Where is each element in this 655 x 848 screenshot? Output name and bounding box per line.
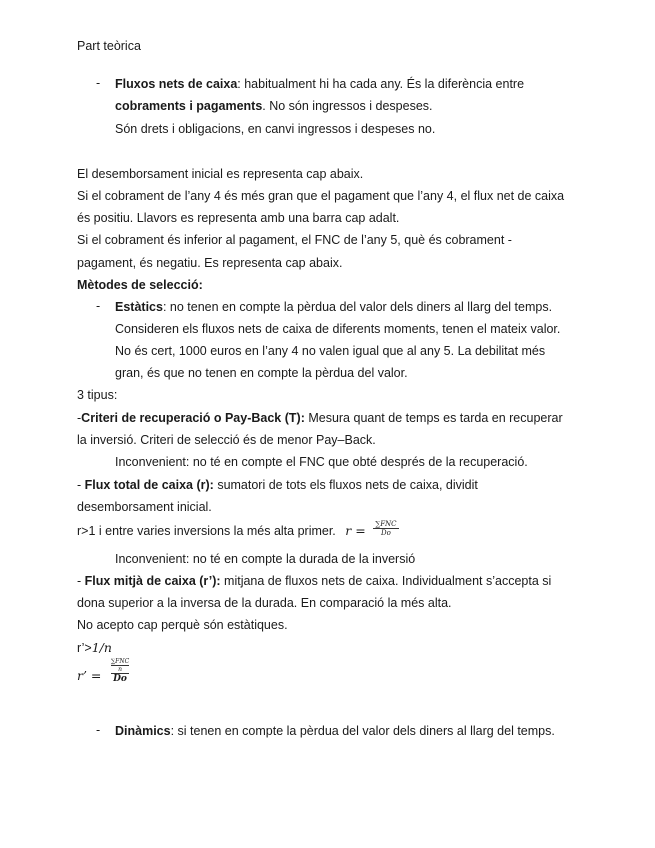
flux-total-term: Flux total de caixa (r): — [84, 478, 214, 492]
bullet-estatics-line4: gran, és que no tenen en compte la pèrdua del valor. — [115, 366, 408, 380]
flux-total-line3: r>1 i entre varies inversions la més alta primer. r = $\frac{\text{∑FNC}}{Do}$ — [77, 519, 397, 538]
fraction-numerator-bottom: n — [111, 666, 129, 674]
bullet-fluxos-line2: cobraments i pagaments. No són ingressos i despeses. — [115, 99, 433, 113]
flux-mitja-term: Flux mitjà de caixa (r’): — [84, 574, 221, 588]
payback-line2: la inversió. Criteri de selecció és de menor Pay–Back. — [77, 433, 376, 447]
fraction-denominator: Do — [380, 528, 391, 537]
para-line5: pagament, és negatiu. Es representa cap abaix. — [77, 256, 343, 270]
fraction-numerator-top: ∑FNC — [110, 658, 130, 666]
metodes-heading: Mètodes de selecció: — [77, 278, 203, 292]
flux-total-line2: desemborsament inicial. — [77, 500, 212, 514]
bullet-dash: - — [96, 299, 101, 313]
flux-mitja-line1: - Flux mitjà de caixa (r’): mitjana de fluxos nets de caixa. Individualment s’accepta si — [77, 574, 552, 588]
page-header: Part teòrica — [77, 39, 141, 53]
bullet-fluxos-line3: Són drets i obligacions, en canvi ingressos i despeses no. — [115, 122, 436, 136]
payback-inconvenient: Inconvenient: no té en compte el FNC que obté després de la recuperació. — [115, 455, 528, 469]
flux-total-inconvenient: Inconvenient: no té en compte la durada de la inversió — [115, 552, 416, 566]
bullet-fluxos-term: Fluxos nets de caixa — [115, 77, 238, 91]
para-line4: Si el cobrament és inferior al pagament, el FNC de l’any 5, què és cobrament - — [77, 233, 512, 247]
para-line1: El desemborsament inicial es representa cap abaix. — [77, 167, 364, 181]
fraction-numerator: ∑FNC — [375, 519, 397, 528]
bullet-estatics-term: Estàtics — [115, 300, 163, 314]
flux-mitja-formula-lhs: r’ = — [77, 668, 102, 683]
bullet-dash: - — [96, 76, 101, 90]
flux-mitja-condition: r’>1/n — [77, 640, 112, 655]
para-line2: Si el cobrament de l’any 4 és més gran que el pagament que l’any 4, el flux net de caixa — [77, 189, 565, 203]
bullet-dinamics-line1: Dinàmics: si tenen en compte la pèrdua del valor dels diners al llarg del temps. — [115, 724, 555, 738]
payback-line1: -Criteri de recuperació o Pay-Back (T): Mesura quant de temps es tarda en recuperar — [77, 411, 563, 425]
bullet-fluxos-line1: Fluxos nets de caixa: habitualment hi ha cada any. És la diferència entre — [115, 77, 525, 91]
flux-mitja-line3: No acepto cap perquè són estàtiques. — [77, 618, 288, 632]
flux-total-fraction — [373, 520, 398, 538]
payback-term: Criteri de recuperació o Pay-Back (T): — [81, 411, 305, 425]
tipus-label: 3 tipus: — [77, 388, 118, 402]
flux-mitja-formula — [77, 658, 130, 685]
fraction-denominator: Do — [113, 674, 127, 685]
flux-total-formula-lhs: r = — [345, 523, 366, 538]
para-line3: és positiu. Llavors es representa amb una barra cap adalt. — [77, 211, 400, 225]
bullet-dash: - — [96, 723, 101, 737]
flux-mitja-line2: dona superior a la inversa de la durada. En comparació la més alta. — [77, 596, 452, 610]
bullet-estatics-line2: Consideren els fluxos nets de caixa de diferents moments, tenen el mateix valor. — [115, 322, 561, 336]
bullet-dinamics-term: Dinàmics — [115, 724, 171, 738]
flux-total-line1: - Flux total de caixa (r): sumatori de tots els fluxos nets de caixa, dividit — [77, 478, 478, 492]
bullet-estatics-line1: Estàtics: no tenen en compte la pèrdua del valor dels diners al llarg del temps. — [115, 300, 553, 314]
bullet-estatics-line3: No és cert, 1000 euros en l’any 4 no valen igual que al any 5. La debilitat més — [115, 344, 546, 358]
flux-mitja-fraction — [111, 658, 129, 685]
